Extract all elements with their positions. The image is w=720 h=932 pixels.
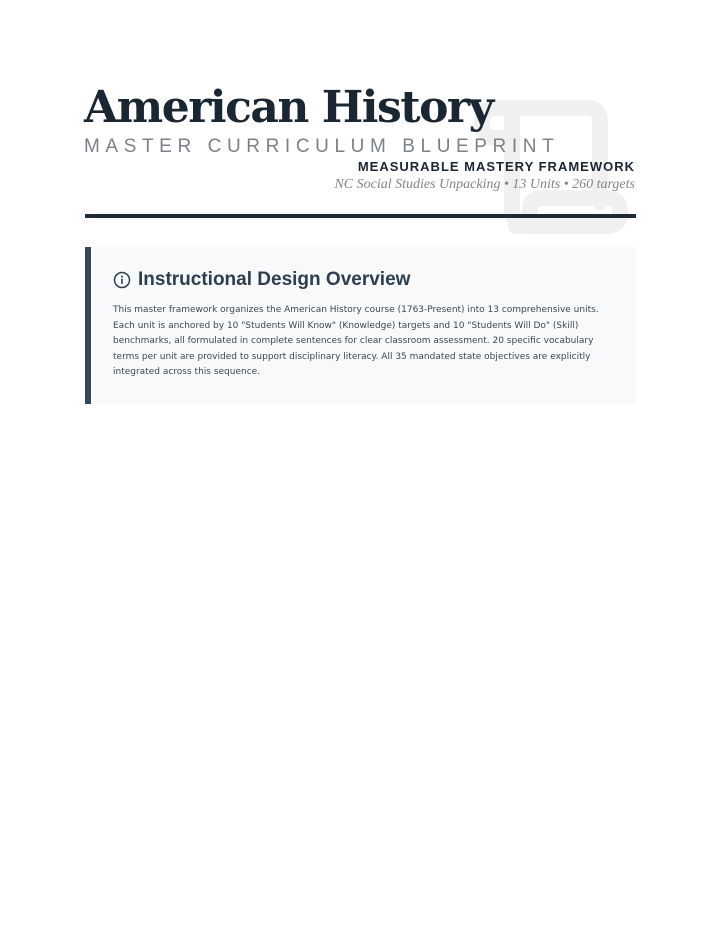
- overview-heading: [113, 268, 410, 292]
- course-meta: NC Social Studies Unpacking • 13 Units • 260 targets: [334, 177, 635, 192]
- framework-label: MEASURABLE MASTERY FRAMEWORK: [357, 159, 635, 174]
- document-title: American History: [84, 82, 493, 133]
- overview-description: This master framework organizes the American History course (1763-Present) into 13 comprehensive units. Each unit is anchored by 10 "Students Will Know" (Knowledge) targets and 10 "Students Will Do" (Skill) benchmarks, all formulated in complete sentences for clear classroom assessment. 20 specific vocabulary terms per unit are provided to support disciplinary literacy. All 35 mandated state objectives are explicitly integrated across this sequence.: [113, 305, 599, 378]
- info-icon: [113, 271, 131, 289]
- overview-title: Instructional Design Overview: [138, 269, 411, 290]
- overview-panel: [85, 247, 636, 404]
- document-subtitle: MASTER CURRICULUM BLUEPRINT: [84, 136, 560, 157]
- header-divider: [85, 214, 636, 218]
